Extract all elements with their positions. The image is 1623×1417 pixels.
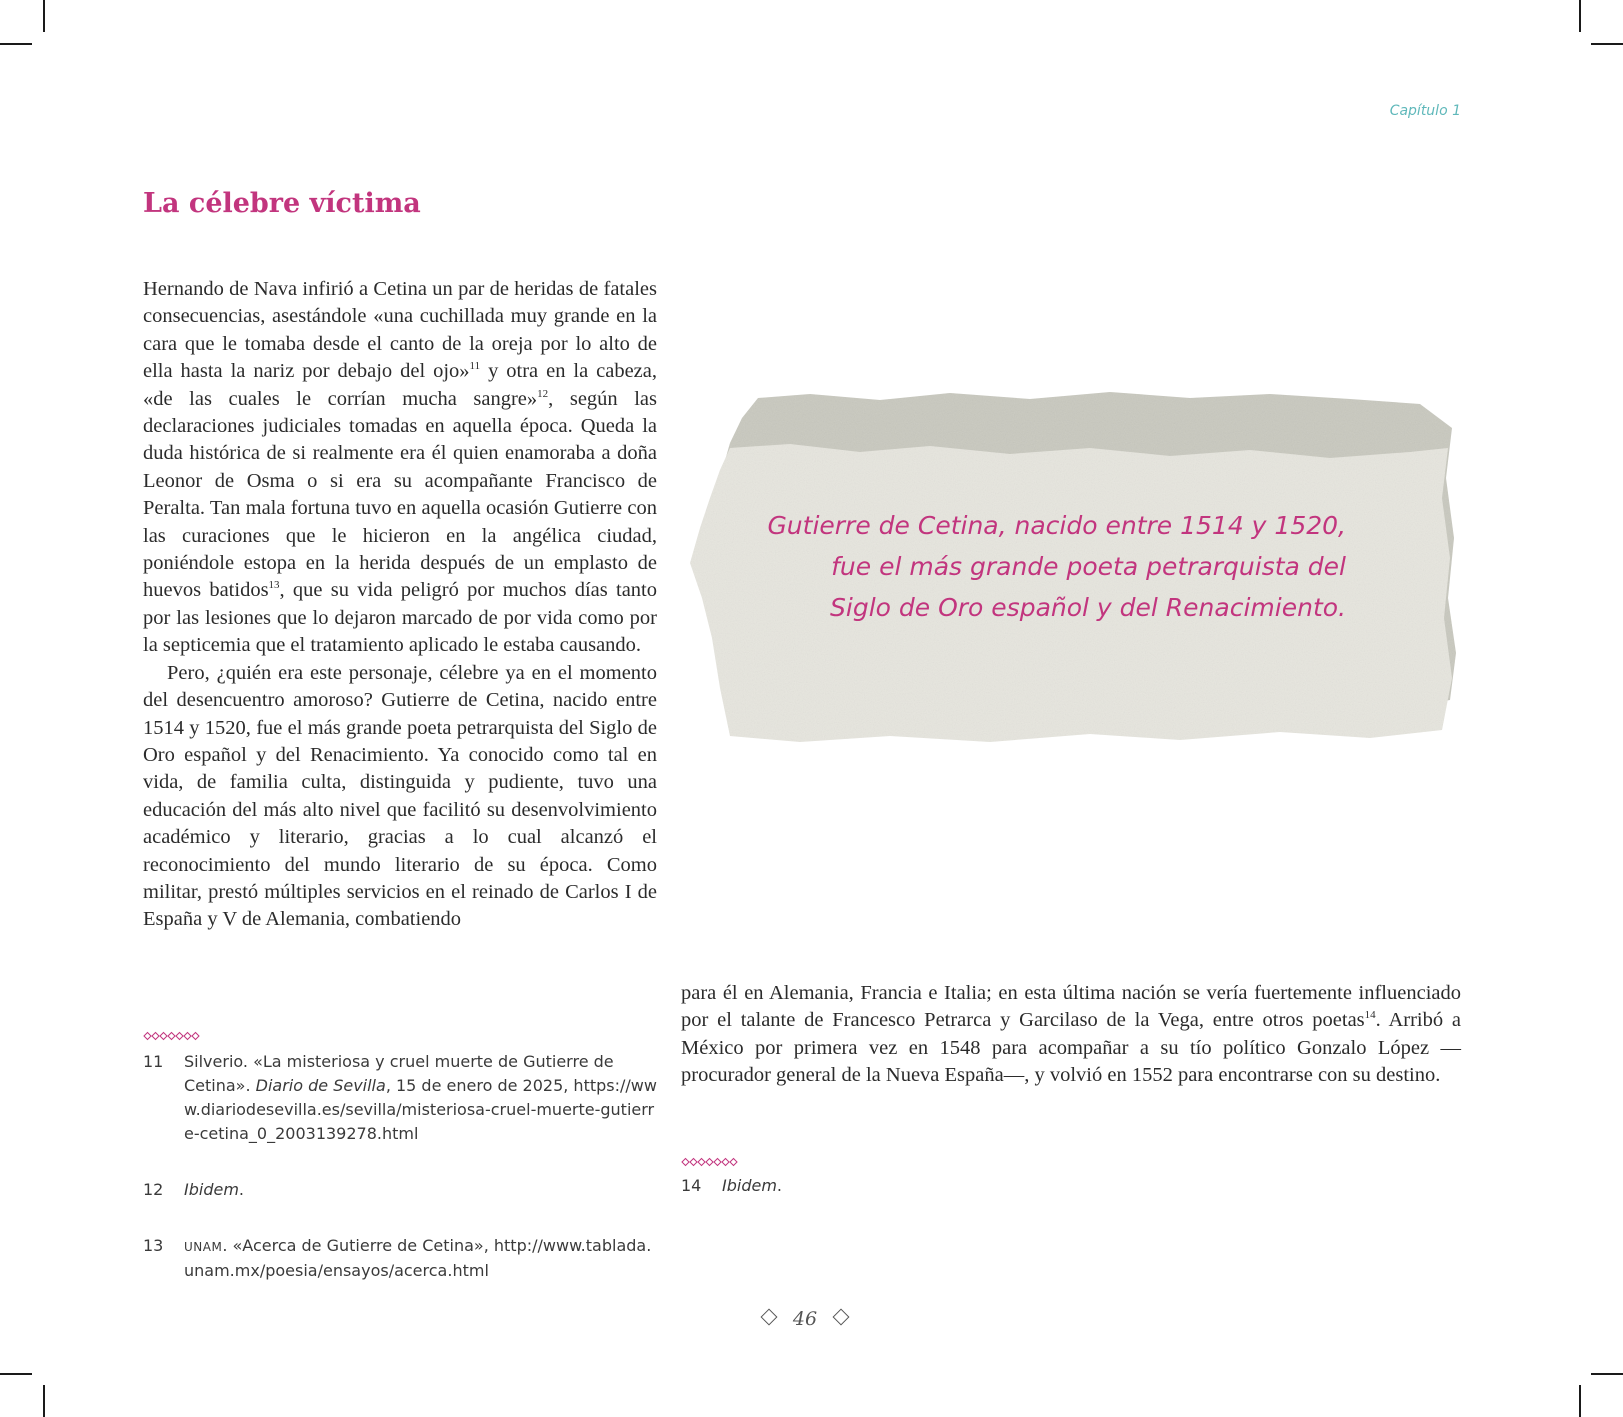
pull-quote-line: fue el más grande poeta petrarquista del <box>831 552 1346 581</box>
paragraph: para él en Alemania, Francia e Italia; en esta última nación se vería fuertemente influenciado por el talante de Francesco Petrarca y Garcilaso de la Vega, entre otros poetas$^{14}$. Arribó a México por primera vez en 1548 para acompañar a su tío político Gonzalo López —procurador general de la Nueva España—, y volvió en 1552 para encontrarse con su destino. <box>681 982 1462 1087</box>
crop-mark <box>1579 0 1581 32</box>
footnotes-left <box>143 1050 658 1283</box>
pull-quote-line: Siglo de Oro español y del Renacimiento. <box>830 593 1346 622</box>
body-right-column <box>681 980 1461 1090</box>
paragraph: Pero, ¿quién era este personaje, célebre ya en el momento del desencuentro amoroso? Gutierre de Cetina, nacido entre 1514 y 1520, fue el más grande poeta petrarquista del Siglo de Oro español y del Renacimiento. Ya conocido como tal en vida, de familia culta, distinguida y pudiente, tuvo una educación del más alto nivel que facilitó su desenvolvimiento académico y literario, gracias a lo cual alcanzó el reconocimiento del mundo literario de su época. Como militar, prestó múltiples servicios en el reinado de Carlos I de España y V de Alemania, combatiendo <box>143 661 657 931</box>
crop-mark <box>0 43 32 45</box>
footnote-number: 12 <box>143 1180 164 1199</box>
page-footer <box>740 1308 870 1330</box>
section-title: La célebre víctima <box>143 188 421 219</box>
footnote-separator <box>681 1157 741 1167</box>
footnote-number: 13 <box>143 1236 164 1255</box>
footnote-ref[interactable]: 13 <box>268 579 280 592</box>
crop-mark <box>0 1373 32 1375</box>
footnotes-right <box>681 1174 1461 1198</box>
footnote-number: 11 <box>143 1052 164 1071</box>
footnote-number: 14 <box>681 1176 702 1195</box>
pull-quote-line: Gutierre de Cetina, nacido entre 1514 y 1520, <box>767 511 1346 540</box>
page-number: 46 <box>792 1308 818 1330</box>
footnote-14: 14 Ibidem. <box>681 1174 1461 1198</box>
crop-mark <box>43 1385 45 1417</box>
footnote-separator <box>143 1031 203 1041</box>
footnote-ref[interactable]: 11 <box>469 360 481 373</box>
crop-mark <box>1591 43 1623 45</box>
footnote-11: 11 Silverio. «La misteriosa y cruel muerte de Gutierre de Cetina». Diario de Sevilla, 15 de enero de 2025, https://www.diariodesevilla.es/sevilla/misteriosa-cruel-muerte-gutierre-cetina_0_2003139278.html <box>143 1052 657 1143</box>
crop-mark <box>1579 1385 1581 1417</box>
footnote-link[interactable]: . «Acerca de Gutierre de Cetina», http://www.tablada.unam.mx/poesia/ensayos/acerca.html <box>184 1236 652 1280</box>
footnote-12: 12 Ibidem. <box>143 1178 658 1202</box>
diamond-icon <box>760 1309 777 1326</box>
paragraph: Hernando de Nava infirió a Cetina un par de heridas de fatales consecuencias, asestándole «una cuchillada muy grande en la cara que le tomaba desde el canto de la oreja por lo alto de ella hasta la nariz por debajo del ojo»$^{11}$ y otra en la cabeza, «de las cuales le corrían mucha sangre»$^{12}$, según las declaraciones judiciales tomadas en aquella época. Queda la duda histórica de si realmente era él quien enamoraba a doña Leonor de Osma o si era su acompañante Francisco de Peralta. Tan mala fortuna tuvo en aquella ocasión Gutierre con las curaciones que le hicieron en la angélica ciudad, poniéndole estopa en la herida después de un emplasto de huevos batidos$^{13}$, que su vida peligró por muchos días tanto por las lesiones que lo dejaron marcado de por vida como por la septicemia que el tratamiento aplicado le estaba causando. <box>143 278 657 657</box>
diamond-icon <box>833 1309 850 1326</box>
crop-mark <box>43 0 45 32</box>
body-left-column <box>143 276 657 934</box>
footnote-ref[interactable]: 14 <box>1364 1009 1376 1022</box>
footnote-link[interactable]: , 15 de enero de 2025, https://www.diariodesevilla.es/sevilla/misteriosa-cruel-muerte-gutierre-cetina_0_2003139278.html <box>184 1076 657 1143</box>
chapter-header: Capítulo 1 <box>1389 103 1461 119</box>
crop-mark <box>1591 1373 1623 1375</box>
footnote-13: 13 UNAM. «Acerca de Gutierre de Cetina», http://www.tablada.unam.mx/poesia/ensayos/acerca.html <box>143 1236 652 1280</box>
pull-quote <box>700 505 1346 628</box>
footnote-ref[interactable]: 12 <box>537 387 549 400</box>
